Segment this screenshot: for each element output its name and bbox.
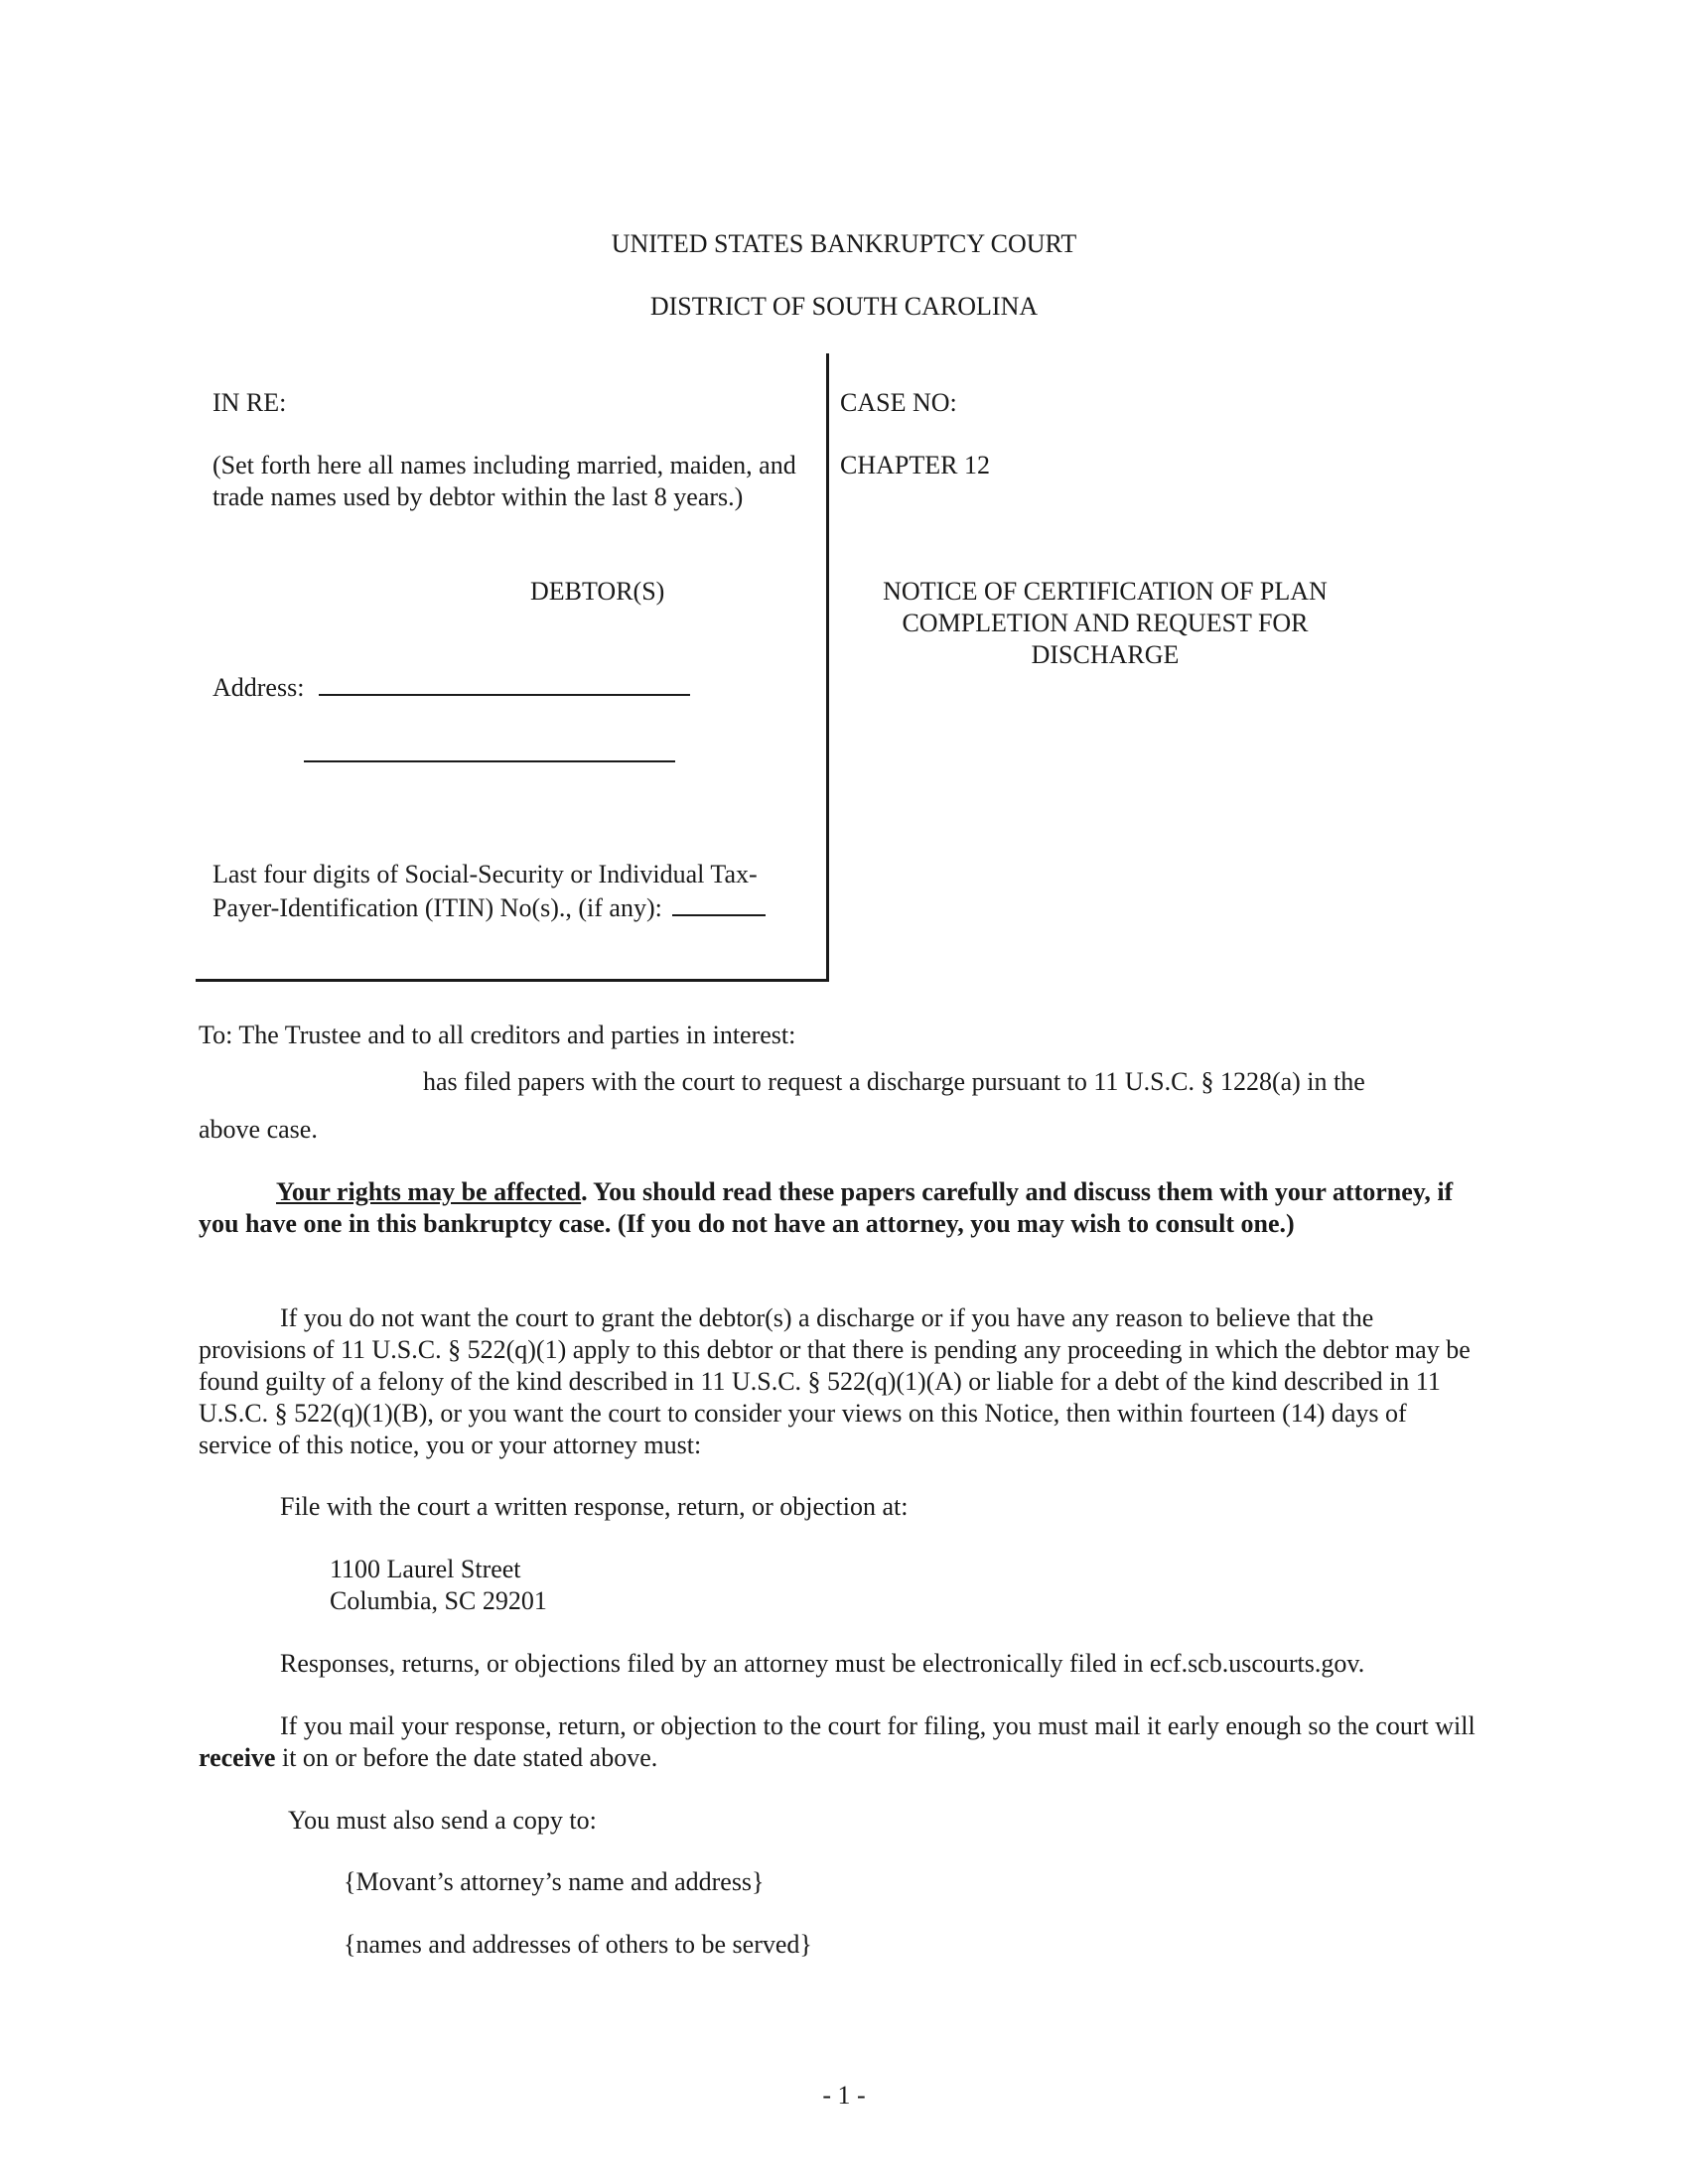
ssn-blank (672, 890, 766, 916)
filed-line: has filed papers with the court to request a discharge pursuant to 11 U.S.C. § 1228(a) in the (423, 1067, 1365, 1096)
address-field[interactable] (212, 670, 690, 704)
mail-text-post: it on or before the date stated above. (275, 1743, 658, 1772)
mail-paragraph (199, 1710, 1484, 1774)
case-no-label: CASE NO: (840, 388, 957, 417)
court-address-line-2: Columbia, SC 29201 (330, 1586, 547, 1615)
caption-vertical-divider (826, 353, 829, 982)
file-with-instruction: File with the court a written response, return, or objection at: (280, 1492, 909, 1521)
to-line: To: The Trustee and to all creditors and parties in interest: (199, 1021, 796, 1049)
movant-placeholder: {Movant’s attorney’s name and address} (344, 1867, 765, 1896)
rights-rest: . You should read these papers carefully and discuss them with your attorney, if you have one in this bankruptcy case. (If you do not have an attorney, you may wish to consult one.) (199, 1177, 1454, 1238)
court-name: UNITED STATES BANKRUPTCY COURT (611, 229, 1077, 258)
rights-underlined: Your rights may be affected (276, 1177, 582, 1206)
chapter-label: CHAPTER 12 (840, 451, 990, 479)
ssn-field[interactable] (212, 859, 808, 924)
debtor-label: DEBTOR(S) (530, 577, 665, 606)
address-line-1 (319, 670, 690, 696)
address-line-2[interactable] (304, 737, 675, 762)
mail-text-pre: If you mail your response, return, or objection to the court for filing, you must mail it early enough so the court will (280, 1711, 1476, 1740)
others-placeholder: {names and addresses of others to be served} (344, 1930, 812, 1959)
district-name: DISTRICT OF SOUTH CAROLINA (649, 292, 1039, 321)
in-re-label: IN RE: (212, 388, 287, 417)
filed-line-continuation: above case. (199, 1115, 318, 1144)
ssn-label: Last four digits of Social-Security or Individual Tax-Payer-Identification (ITIN) No(s)., (if any): (212, 860, 758, 922)
names-instruction: (Set forth here all names including married, maiden, and trade names used by debtor within the last 8 years.) (212, 451, 796, 511)
objection-paragraph: If you do not want the court to grant the debtor(s) a discharge or if you have any reason to believe that the provisions of 11 U.S.C. § 522(q)(1) apply to this debtor or that there is pending any proceeding in which the debtor may be found guilty of a felony of the kind described in 11 U.S.C. § 522(q)(1)(A) or liable for a debt of the kind described in 11 U.S.C. § 522(q)(1)(B), or you want the court to consider your views on this Notice, then within fourteen (14) days of service of this notice, you or your attorney must: (199, 1303, 1471, 1459)
address-label: Address: (212, 673, 305, 702)
caption-bottom-rule (196, 979, 829, 982)
notice-title: NOTICE OF CERTIFICATION OF PLAN COMPLETION AND REQUEST FOR DISCHARGE (883, 577, 1328, 669)
rights-paragraph (199, 1176, 1479, 1240)
court-address-line-1: 1100 Laurel Street (330, 1555, 521, 1583)
page-number: - 1 - (822, 2081, 866, 2110)
electronic-filing-note: Responses, returns, or objections filed by an attorney must be electronically filed in ecf.scb.uscourts.gov. (280, 1649, 1365, 1678)
mail-text-bold: receive (199, 1743, 276, 1772)
copy-to-instruction: You must also send a copy to: (288, 1806, 597, 1835)
